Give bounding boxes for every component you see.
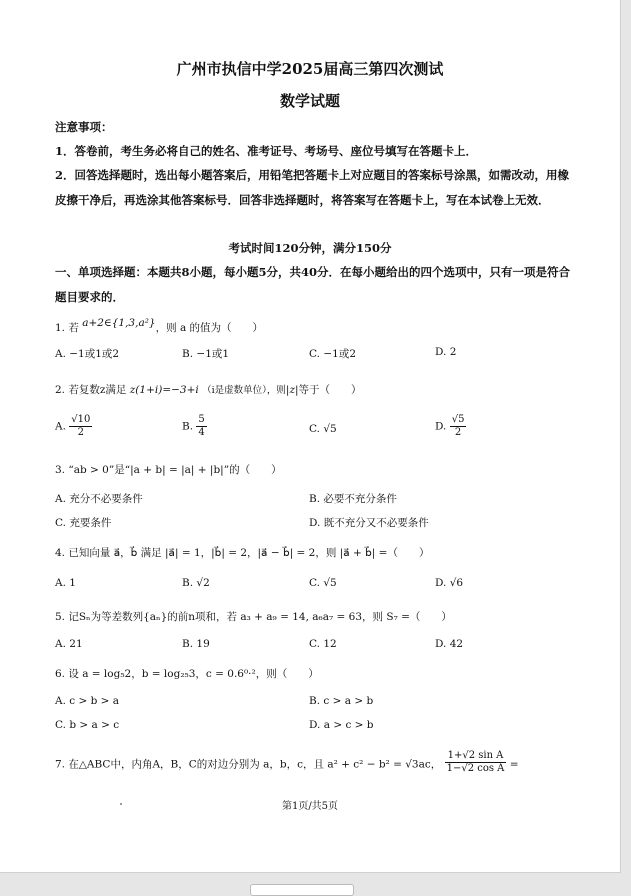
notes-heading: 注意事项： [55, 120, 113, 134]
note-item-1: 1．答卷前，考生务必将自己的姓名、准考证号、考场号、座位号填写在答题卡上． [55, 144, 477, 158]
q2-option-c: C. √5 [309, 423, 337, 435]
note-item-2: 2．回答选择题时，选出每小题答案后，用铅笔把答题卡上对应题目的答案标号涂黑，如需改动，用橡皮擦干净后，再选涂其他答案标号．回答非选择题时，将答案写在答题卡上，写在本试卷上无效． [55, 168, 569, 207]
q6-option-b: B. c > a > b [309, 695, 374, 707]
q3-option-b: B. 必要不充分条件 [309, 493, 397, 505]
question-6: 6. 设 a = log₅2，b = log₂₅3，c = 0.6⁰·²，则（ ） [55, 668, 319, 680]
question-2: 2. 若复数z满足 z(1+i)=−3+i （i是虚数单位），则|z|等于（ ） [55, 384, 362, 396]
page-number: 第1页/共5页 [281, 801, 339, 812]
section-1-heading: 一、单项选择题：本题共8小题，每小题5分，共40分．在每小题给出的四个选项中，只有一项是符合题目要求的． [55, 265, 571, 304]
q1-option-c: C. −1或2 [309, 348, 356, 360]
question-3: 3. “ab > 0”是“|a + b| = |a| + |b|”的（ ） [55, 464, 282, 476]
q5-option-d: D. 42 [435, 638, 464, 650]
q1-option-d: D. 2 [435, 346, 457, 358]
page-navigation-bar[interactable] [250, 884, 354, 896]
exam-info: 考试时间120分钟，满分150分 [228, 241, 392, 255]
q4-option-c: C. √5 [309, 577, 337, 589]
question-4: 4. 已知向量 a⃗，b⃗ 满足 |a⃗| = 1，|b⃗| = 2，|a⃗ − b⃗| = 2，则 |a⃗ + b⃗| =（ ） [55, 547, 430, 559]
q3-option-c: C. 充要条件 [55, 517, 112, 529]
q3-option-d: D. 既不充分又不必要条件 [309, 517, 429, 529]
q5-option-a: A. 21 [55, 638, 83, 650]
q5-option-c: C. 12 [309, 638, 337, 650]
question-5: 5. 记Sₙ为等差数列{aₙ}的前n项和，若 a₃ + a₉ = 14, a₆a₇ = 63，则 S₇ =（ ） [55, 611, 452, 623]
q4-option-d: D. √6 [435, 577, 464, 589]
q2-option-d: D. $\frac{√5}{2}$ [435, 414, 465, 438]
q1-option-b: B. −1或1 [182, 348, 230, 360]
q5-option-b: B. 19 [182, 638, 210, 650]
question-1: 1. 若 a+2∈{1,3,a²}，则 a 的值为（ ） [55, 317, 264, 334]
exam-title: 广州市执信中学2025届高三第四次测试 [176, 60, 444, 78]
q2-option-a: A. $\frac{√10}{2}$ [55, 414, 91, 438]
question-7: 7. 在△ABC中，内角A，B，C的对边分别为 a，b，c，且 a² + c² − b² = √3ac， $\frac{\text{1+√2 sin A}}{\text{1−√2 cos A}}$ = [55, 750, 519, 774]
q6-option-a: A. c > b > a [55, 695, 120, 707]
exam-subtitle: 数学试题 [279, 92, 340, 110]
q2-option-b: B. $\frac{5}{4}$ [182, 414, 205, 438]
q6-option-d: D. a > c > b [309, 719, 374, 731]
q3-option-a: A. 充分不必要条件 [55, 493, 143, 505]
q4-option-a: A. 1 [55, 577, 76, 589]
q1-option-a: A. −1或1或2 [55, 348, 120, 360]
q4-option-b: B. √2 [182, 577, 210, 589]
q6-option-c: C. b > a > c [55, 719, 120, 731]
